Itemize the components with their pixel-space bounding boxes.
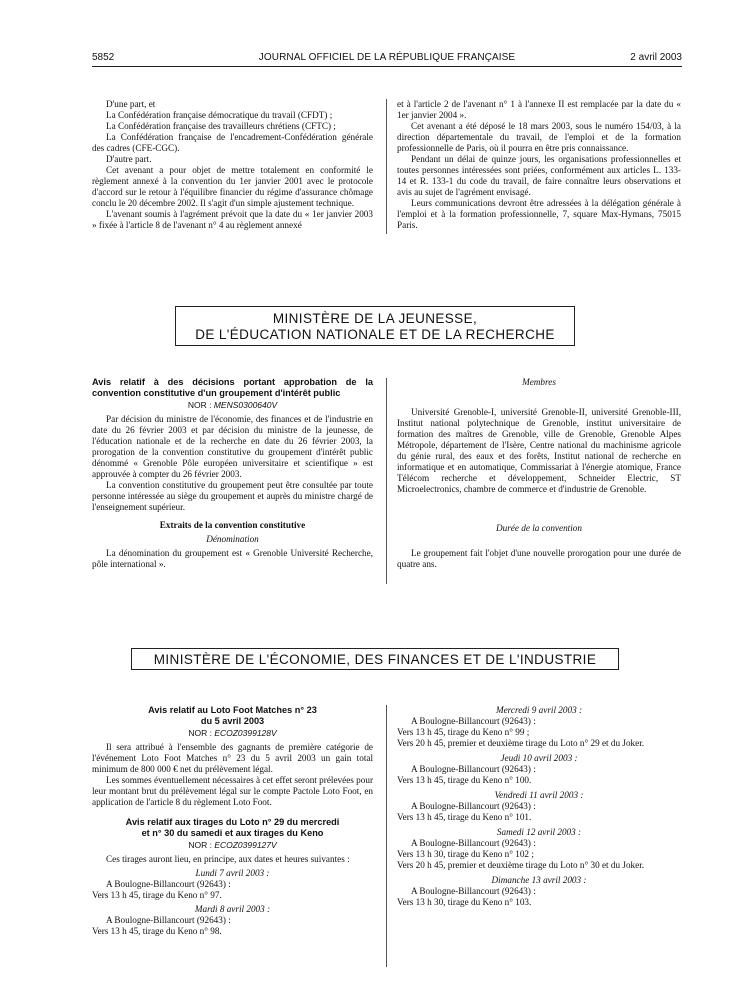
section-heading: Extraits de la convention constitutive bbox=[159, 520, 306, 530]
draw-location: A Boulogne-Billancourt (92643) : bbox=[411, 886, 536, 896]
nor-code: MENS0300640V bbox=[213, 400, 278, 410]
draw-location: A Boulogne-Billancourt (92643) : bbox=[106, 879, 231, 889]
nor-reference bbox=[92, 728, 373, 739]
paragraph: Les sommes éventuellement nécessaires à cet effet seront prélevées pour leur montant brut du prélèvement légal sur le compte Pactole Loto Foot, en application de l'article 8 du règlement Loto Foot. bbox=[92, 775, 373, 807]
paragraph: Leurs communications devront être adressées à la délégation générale à l'emploi et à la formation professionnelle, 7, square Max-Hymans, 75015 Paris. bbox=[397, 198, 681, 230]
ministry-heading-box bbox=[131, 648, 619, 670]
paragraph: D'une part, et bbox=[106, 99, 156, 109]
draw-line: Vers 13 h 45, tirage du Keno n° 97. bbox=[92, 890, 222, 900]
avis-gip-left-column bbox=[92, 377, 373, 570]
column-separator bbox=[386, 99, 387, 234]
avis-title: Avis relatif à des décisions portant approbation de la convention constitutive d'un groupement d'intérêt public bbox=[92, 377, 373, 398]
subsection-heading: Durée de la convention bbox=[496, 523, 582, 533]
column-separator bbox=[386, 378, 387, 584]
paragraph: Pendant un délai de quinze jours, les organisations professionnelles et toutes personnes intéressées sont priées, conformément aux articles L. 133-14 et R. 133-1 du code du travail, de faire connaître leurs observations et avis au sujet de l'agrément envisagé. bbox=[397, 154, 681, 197]
nor-label: NOR : bbox=[188, 728, 212, 738]
paragraph: La Confédération française des travailleurs chrétiens (CFTC) ; bbox=[106, 121, 336, 131]
draw-line: Vers 13 h 30, tirage du Keno n° 103. bbox=[397, 897, 532, 907]
draw-location: A Boulogne-Billancourt (92643) : bbox=[411, 764, 536, 774]
draw-line: Vers 20 h 45, premier et deuxième tirage du Loto n° 30 et du Joker. bbox=[397, 860, 645, 870]
paragraph: Cet avenant a été déposé le 18 mars 2003, sous le numéro 154/03, à la direction départementale du travail, de l'emploi et de la formation professionnelle de Paris, où il pourra en être pris connaissance. bbox=[397, 121, 681, 153]
draw-line: Vers 13 h 45, tirage du Keno n° 99 ; bbox=[397, 727, 530, 737]
avis-loto-right-column bbox=[397, 705, 681, 908]
subsection-heading: Membres bbox=[522, 377, 556, 387]
draw-line: Vers 13 h 45, tirage du Keno n° 101. bbox=[397, 812, 532, 822]
issue-date: 2 avril 2003 bbox=[630, 52, 682, 63]
paragraph: Le groupement fait l'objet d'une nouvelle prorogation pour une durée de quatre ans. bbox=[397, 548, 681, 569]
nor-code: ECOZ0399127V bbox=[214, 840, 277, 850]
draw-day: Mardi 8 avril 2003 : bbox=[194, 904, 271, 914]
draw-location: A Boulogne-Billancourt (92643) : bbox=[106, 915, 231, 925]
ministry-name-line: MINISTÈRE DE L'ÉCONOMIE, DES FINANCES ET DE L'INDUSTRIE bbox=[153, 652, 597, 667]
ministry-name-line: MINISTÈRE DE LA JEUNESSE, bbox=[272, 311, 478, 326]
draw-line: Vers 13 h 45, tirage du Keno n° 100. bbox=[397, 775, 532, 785]
top-right-column bbox=[397, 99, 681, 231]
paragraph: Par décision du ministre de l'économie, des finances et de l'industrie en date du 26 février 2003 et par décision du ministre de la jeunesse, de l'éducation nationale et de la recherche en date du 26 février 2003, la prorogation de la convention constitutive du groupement d'intérêt public dénommé « Grenoble Pôle européen universitaire et scientifique » est approuvée à compter du 26 février 2003. bbox=[92, 414, 373, 479]
draw-location: A Boulogne-Billancourt (92643) : bbox=[411, 838, 536, 848]
paragraph: et à l'article 2 de l'avenant n° 1 à l'annexe II est remplacée par la date du « 1er janvier 2004 ». bbox=[397, 99, 681, 120]
header-rule bbox=[92, 66, 682, 67]
draw-location: A Boulogne-Billancourt (92643) : bbox=[411, 716, 536, 726]
paragraph: D'autre part. bbox=[106, 154, 152, 164]
journal-title: JOURNAL OFFICIEL DE LA RÉPUBLIQUE FRANÇAISE bbox=[258, 52, 516, 63]
draw-day: Mercredi 9 avril 2003 : bbox=[495, 705, 583, 715]
paragraph: La Confédération française démocratique du travail (CFDT) ; bbox=[106, 110, 333, 120]
nor-reference bbox=[92, 840, 373, 851]
avis-title: Avis relatif aux tirages du Loto n° 29 du mercredi bbox=[125, 817, 340, 827]
draw-day: Dimanche 13 avril 2003 : bbox=[491, 875, 587, 885]
page-number: 5852 bbox=[92, 52, 115, 63]
paragraph: La dénomination du groupement est « Grenoble Université Recherche, pôle international ». bbox=[92, 548, 373, 569]
top-left-column bbox=[92, 99, 373, 231]
ministry-name-line: DE L'ÉDUCATION NATIONALE ET DE LA RECHERCHE bbox=[195, 327, 555, 342]
avis-title: du 5 avril 2003 bbox=[200, 715, 265, 726]
draw-day: Lundi 7 avril 2003 : bbox=[195, 868, 270, 878]
paragraph: Cet avenant a pour objet de mettre totalement en conformité le règlement annexé à la convention du 1er janvier 2001 avec le protocole d'accord sur le retour à l'équilibre financier du régime d'assurance chômage conclu le 20 décembre 2002. Il s'agit d'un simple ajustement technique. bbox=[92, 165, 373, 208]
paragraph: Il sera attribué à l'ensemble des gagnants de première catégorie de l'événement Loto Foot Matches n° 23 du 5 avril 2003 un gain total minimum de 800 000 € net du prélèvement légal. bbox=[92, 742, 373, 774]
avis-title: et n° 30 du samedi et aux tirages du Keno bbox=[141, 827, 324, 838]
draw-day: Jeudi 10 avril 2003 : bbox=[500, 753, 578, 763]
nor-code: ECOZ0399128V bbox=[214, 728, 277, 738]
avis-loto-left-column bbox=[92, 705, 373, 937]
nor-reference bbox=[92, 400, 373, 411]
paragraph: Ces tirages auront lieu, en principe, aux dates et heures suivantes : bbox=[106, 854, 350, 864]
column-separator bbox=[386, 705, 387, 967]
draw-line: Vers 13 h 30, tirage du Keno n° 102 ; bbox=[397, 849, 534, 859]
ministry-heading-box bbox=[175, 306, 575, 346]
draw-day: Samedi 12 avril 2003 : bbox=[496, 827, 582, 837]
draw-location: A Boulogne-Billancourt (92643) : bbox=[411, 801, 536, 811]
paragraph: Université Grenoble-I, université Grenoble-II, université Grenoble-III, Institut national polytechnique de Grenoble, institut universitaire de formation des maîtres de Grenoble, ville de Grenoble, Grenoble Alpes Métropole, département de l'Isère, Centre national du machinisme agricole du génie rural, des eaux et des forêts, Institut national de recherche en informatique et en automatique, Commissariat à l'énergie atomique, France Télécom recherche et développement, Schneider Electric, ST Microelectronics, chambre de commerce et d'industrie de Grenoble. bbox=[397, 407, 681, 494]
avis-gip-right-column bbox=[397, 377, 681, 570]
draw-line: Vers 20 h 45, premier et deuxième tirage du Loto n° 29 et du Joker. bbox=[397, 738, 645, 748]
paragraph: La Confédération française de l'encadrement-Confédération générale des cadres (CFE-CGC). bbox=[92, 132, 373, 153]
running-header bbox=[92, 52, 682, 66]
nor-label: NOR : bbox=[188, 840, 212, 850]
draw-line: Vers 13 h 45, tirage du Keno n° 98. bbox=[92, 926, 222, 936]
draw-day: Vendredi 11 avril 2003 : bbox=[494, 790, 584, 800]
nor-label: NOR : bbox=[187, 400, 212, 410]
paragraph: La convention constitutive du groupement peut être consultée par toute personne intéressée au siège du groupement et auprès du ministre chargé de l'enseignement supérieur. bbox=[92, 480, 373, 512]
avis-title: Avis relatif au Loto Foot Matches n° 23 bbox=[148, 705, 317, 715]
paragraph: L'avenant soumis à l'agrément prévoit que la date du « 1er janvier 2003 » fixée à l'article 8 de l'avenant n° 4 au règlement annexé bbox=[92, 209, 373, 230]
subsection-heading: Dénomination bbox=[206, 534, 259, 544]
